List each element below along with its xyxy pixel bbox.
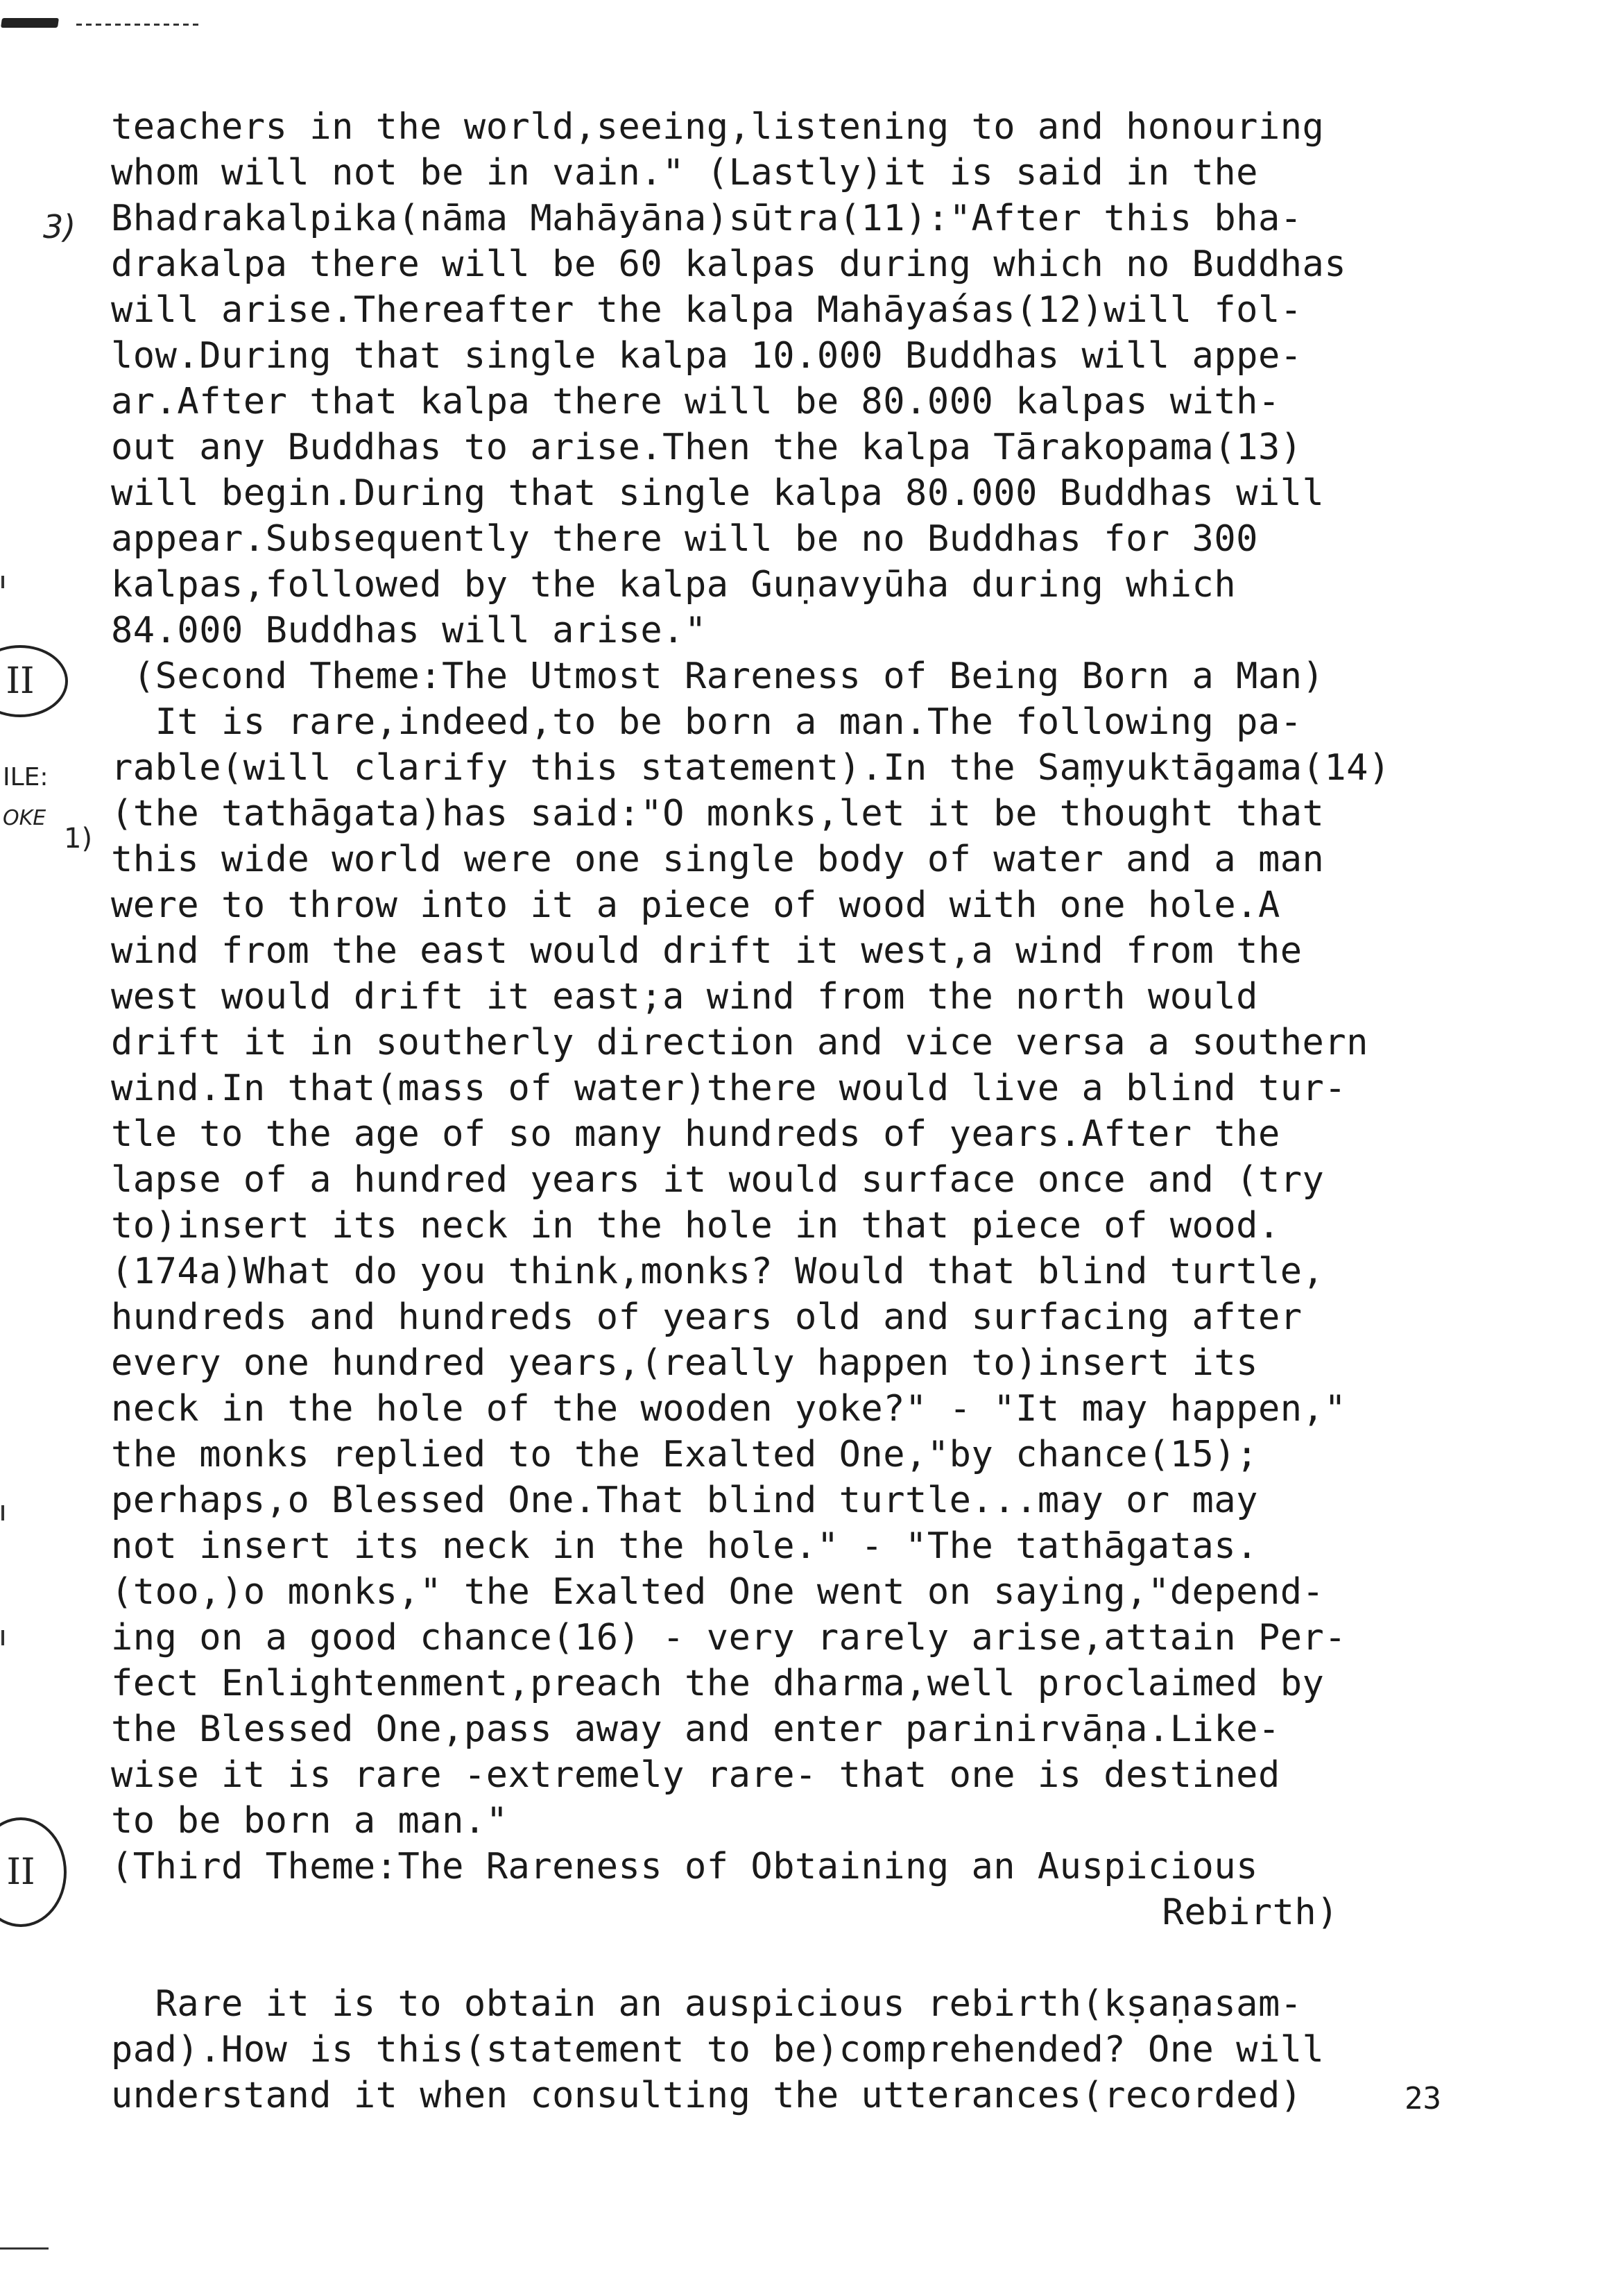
text-line: drift it in southerly direction and vice versa a southern (111, 1022, 1368, 1063)
text-line: teachers in the world,seeing,listening to and honouring (111, 106, 1325, 148)
margin-tick (1, 1505, 4, 1520)
text-line: Bhadrakalpika(nāma Mahāyāna)sūtra(11):"After this bha- (111, 198, 1303, 239)
text-line: wind from the east would drift it west,a wind from the (111, 930, 1303, 972)
roman-two-label: II (6, 660, 35, 702)
text-line: the monks replied to the Exalted One,"by chance(15); (111, 1434, 1258, 1475)
text-line: lapse of a hundred years it would surface once and (try (111, 1159, 1325, 1201)
text-line: tle to the age of so many hundreds of years.After the (111, 1113, 1280, 1155)
margin-note-ile: ILE: (3, 763, 49, 791)
scan-artifact-dots (76, 24, 201, 26)
text-line: (174a)What do you think,monks? Would that blind turtle, (111, 1251, 1325, 1292)
text-line: will begin.During that single kalpa 80.000 Buddhas will (111, 472, 1325, 514)
roman-three-label: II (6, 1851, 35, 1893)
text-line: not insert its neck in the hole." - "The tathāgatas. (111, 1525, 1258, 1567)
section-heading: (Third Theme:The Rareness of Obtaining an Auspicious (111, 1846, 1258, 1887)
scan-artifact (1, 18, 59, 28)
text-line: out any Buddhas to arise.Then the kalpa Tārakopama(13) (111, 427, 1303, 468)
text-line: pad).How is this(statement to be)comprehended? One will (111, 2029, 1325, 2071)
text-line: west would drift it east;a wind from the north would (111, 976, 1258, 1018)
text-line: to)insert its neck in the hole in that piece of wood. (111, 1205, 1280, 1246)
blank-line (111, 1935, 1422, 1981)
section-heading-continued: Rebirth) (1162, 1892, 1339, 1933)
margin-circle-roman-two (0, 645, 68, 717)
text-line: every one hundred years,(really happen to)insert its (111, 1342, 1258, 1384)
text-line: this wide world were one single body of water and a man (111, 839, 1325, 880)
text-line: appear.Subsequently there will be no Buddhas for 300 (111, 518, 1258, 560)
text-line: ing on a good chance(16) - very rarely arise,attain Per- (111, 1617, 1347, 1659)
text-line: perhaps,o Blessed One.That blind turtle...may or may (111, 1480, 1258, 1521)
text-line: drakalpa there will be 60 kalpas during which no Buddhas (111, 243, 1347, 285)
text-line: wise it is rare -extremely rare- that one is destined (111, 1754, 1280, 1796)
section-heading: (Second Theme:The Utmost Rareness of Being Born a Man) (111, 656, 1325, 697)
margin-note-oke: OKE (3, 806, 46, 830)
text-line: neck in the hole of the wooden yoke?" - "It may happen," (111, 1388, 1347, 1430)
text-line: the Blessed One,pass away and enter parinirvāṇa.Like- (111, 1708, 1280, 1750)
margin-circle-roman-three (0, 1817, 67, 1927)
text-line: understand it when consulting the utterances(recorded) (111, 2075, 1303, 2116)
text-line: low.During that single kalpa 10.000 Buddhas will appe- (111, 335, 1303, 377)
text-line: fect Enlightenment,preach the dharma,well proclaimed by (111, 1663, 1325, 1704)
text-line: ar.After that kalpa there will be 80.000 kalpas with- (111, 381, 1280, 422)
text-line: kalpas,followed by the kalpa Guṇavyūha during which (111, 564, 1237, 606)
margin-note-one: 1) (64, 823, 93, 855)
text-line: (the tathāgata)has said:"O monks,let it be thought that (111, 793, 1325, 834)
text-line: to be born a man." (111, 1800, 508, 1842)
text-line: (too,)o monks," the Exalted One went on saying,"depend- (111, 1571, 1325, 1613)
text-line: whom will not be in vain." (Lastly)it is said in the (111, 152, 1258, 194)
margin-tick (1, 1630, 4, 1645)
text-line: It is rare,indeed,to be born a man.The following pa- (111, 701, 1303, 743)
text-line: were to throw into it a piece of wood with one hole.A (111, 884, 1280, 926)
text-line: wind.In that(mass of water)there would live a blind tur- (111, 1068, 1347, 1109)
text-line: 84.000 Buddhas will arise." (111, 610, 707, 651)
text-line: will arise.Thereafter the kalpa Mahāyaśas(12)will fol- (111, 289, 1303, 331)
margin-tick (1, 576, 4, 588)
page-number: 23 (1405, 2081, 1441, 2116)
text-line: Rare it is to obtain an auspicious rebirth(kṣaṇasam- (111, 1983, 1303, 2025)
body-text (111, 104, 1422, 2118)
footer-rule (0, 2247, 49, 2250)
text-line: rable(will clarify this statement).In the Saṃyuktāgama(14) (111, 747, 1391, 789)
margin-note-3: 3) (43, 208, 76, 246)
text-line: hundreds and hundreds of years old and surfacing after (111, 1296, 1303, 1338)
